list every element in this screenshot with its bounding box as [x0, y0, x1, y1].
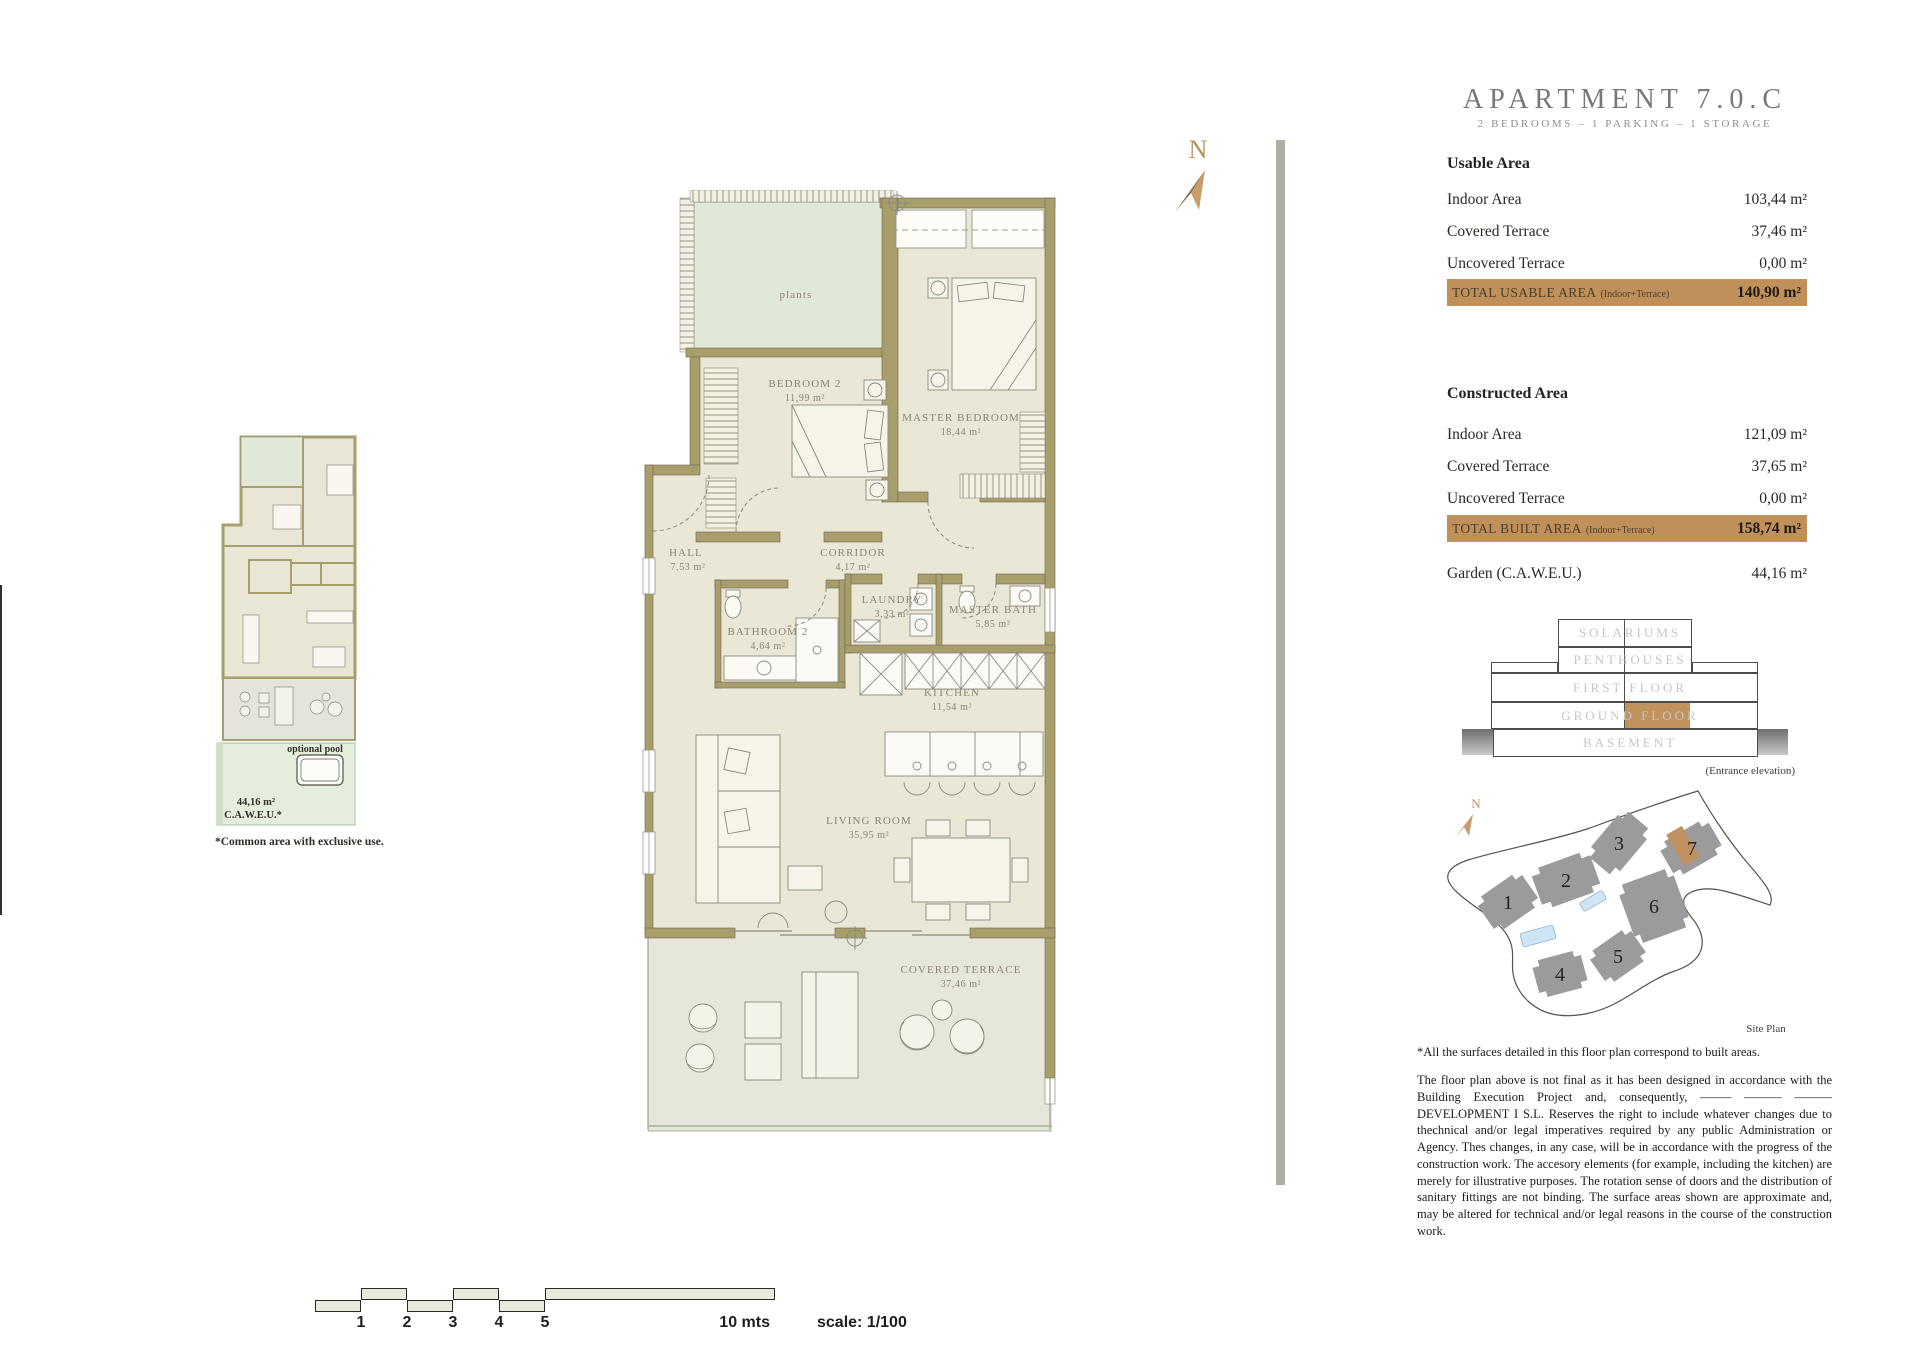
building-number: 7	[1687, 838, 1697, 860]
svg-text:3,33 m²: 3,33 m²	[874, 609, 910, 620]
scale-segment	[453, 1288, 499, 1300]
scale-tick: 4	[494, 1314, 504, 1331]
svg-text:11,99 m²: 11,99 m²	[784, 393, 826, 404]
scale-tick: 1	[356, 1314, 366, 1331]
entrance-elevation-diagram	[1455, 615, 1805, 785]
table-row	[1447, 426, 1807, 444]
mini-pool	[297, 755, 343, 785]
row-value: 0,00 m²	[1759, 490, 1807, 507]
site-plan	[1440, 788, 1835, 1043]
svg-text:4,17 m²: 4,17 m²	[835, 562, 871, 573]
scale-bar	[312, 1286, 952, 1346]
mini-garden-hedge	[217, 743, 223, 825]
table-row	[1447, 490, 1807, 508]
elevation-caption: (Entrance elevation)	[1705, 765, 1795, 777]
north-arrow-light	[1191, 170, 1205, 210]
row-value: 103,44 m²	[1743, 191, 1807, 208]
site-plan-label: Site Plan	[1746, 1023, 1786, 1035]
row-value: 0,00 m²	[1759, 255, 1807, 272]
row-label: Covered Terrace	[1447, 223, 1550, 240]
svg-text:18,44 m²: 18,44 m²	[940, 427, 982, 438]
elevation-label: FIRST FLOOR	[1572, 680, 1688, 695]
common-area-caption: *Common area with exclusive use.	[215, 836, 384, 848]
svg-text:11,54 m²: 11,54 m²	[931, 702, 973, 713]
garden-area-label: 44,16 m²	[236, 797, 276, 808]
scale-segment	[499, 1300, 545, 1312]
surfaces-note: *All the surfaces detailed in this floor plan correspond to built areas.	[1417, 1045, 1760, 1059]
svg-text:5,85 m²: 5,85 m²	[975, 619, 1011, 630]
elevation-label: PENTHOUSES	[1573, 652, 1687, 667]
scale-segment	[407, 1300, 453, 1312]
total-usable-bar	[1447, 279, 1807, 306]
svg-text:4,64 m²: 4,64 m²	[750, 641, 786, 652]
svg-text:7,53 m²: 7,53 m²	[670, 562, 706, 573]
total-label: TOTAL BUILT AREA (Indoor+Terrace)	[1452, 520, 1655, 536]
scale-tick: 2	[402, 1314, 412, 1331]
scale-ratio-label: scale: 1/100	[817, 1314, 907, 1331]
room-label: BEDROOM 2	[768, 378, 842, 390]
building-number: 2	[1561, 870, 1571, 892]
scale-segment	[361, 1288, 407, 1300]
row-value: 37,65 m²	[1751, 458, 1807, 475]
room-label: MASTER BATH	[948, 604, 1038, 616]
row-value: 121,09 m²	[1743, 426, 1807, 443]
page-title: APARTMENT 7.0.C	[1462, 84, 1788, 115]
room-label: COVERED TERRACE	[900, 964, 1022, 976]
scale-length-label: 10 mts	[719, 1314, 770, 1331]
table-row	[1447, 255, 1807, 273]
svg-text:37,46 m²: 37,46 m²	[940, 979, 982, 990]
row-label: Uncovered Terrace	[1447, 255, 1565, 272]
optional-pool-label: optional pool	[287, 744, 343, 755]
room-label: BATHROOM 2	[727, 626, 809, 638]
page-subtitle: 2 BEDROOMS – 1 PARKING – 1 STORAGE	[1477, 118, 1773, 130]
scale-segment	[545, 1288, 775, 1300]
table-row	[1447, 191, 1807, 209]
row-label: Covered Terrace	[1447, 458, 1550, 475]
building-number: 3	[1614, 833, 1624, 855]
plants-label: plants	[779, 289, 813, 301]
row-label: Uncovered Terrace	[1447, 490, 1565, 507]
building-number: 1	[1503, 892, 1513, 914]
elevation-label: GROUND FLOOR	[1561, 708, 1699, 723]
garden-code-label: C.A.W.E.U.*	[224, 810, 282, 821]
garden-row	[1447, 565, 1807, 583]
mini-plants	[241, 437, 303, 487]
table-row	[1447, 223, 1807, 241]
elevation-label: BASEMENT	[1582, 735, 1678, 750]
plants-terrace	[694, 202, 893, 350]
room-label: MASTER BEDROOM	[902, 412, 1020, 424]
building-number: 4	[1555, 964, 1565, 986]
room-label: CORRIDOR	[820, 547, 886, 559]
north-letter: N	[1188, 135, 1208, 164]
row-label: Indoor Area	[1447, 426, 1522, 443]
room-label: LAUNDRY	[861, 594, 923, 606]
legal-disclaimer: The floor plan above is not final as it has been designed in accordance with the Building Execution Project and, consequently, ––––– –––––– –––––– DEVELOPMENT I S.L. Reserves the right to include whatever changes due to thechnical and/or legal imperatives required by any public Administration or Agency. Thes changes, in any case, will be in accordance with the progress of the construction work. The accesory elements (for example, including the kitchen) are merely for illustrative purposes. The rotation sense of doors and the distribution of sanitary fittings are not binding. The surface areas shown are approximate and, may be altered for technical and/or legal reasons in the course of the construction work.	[1417, 1073, 1832, 1238]
table-row	[1447, 458, 1807, 476]
elevation-label: SOLARIUMS	[1578, 625, 1682, 640]
building-number: 5	[1613, 946, 1623, 968]
room-label: KITCHEN	[924, 687, 980, 699]
room-label: LIVING ROOM	[826, 815, 912, 827]
total-value: 140,90 m²	[1736, 283, 1801, 301]
svg-text:35,95 m²: 35,95 m²	[848, 830, 890, 841]
scale-segment	[315, 1300, 361, 1312]
main-floor-plan	[630, 190, 1060, 1145]
row-label: Indoor Area	[1447, 191, 1522, 208]
room-label: HALL	[669, 547, 703, 559]
page-edge-line	[0, 585, 2, 915]
north-arrow	[1165, 122, 1245, 222]
scale-tick: 3	[448, 1314, 458, 1331]
building-number: 6	[1649, 896, 1659, 918]
pergola-hatch-top	[690, 190, 894, 202]
total-value: 158,74 m²	[1736, 519, 1801, 537]
pergola-hatch-left	[680, 198, 694, 352]
site-north-letter: N	[1471, 796, 1481, 811]
constructed-area-heading: Constructed Area	[1447, 385, 1569, 402]
usable-area-heading: Usable Area	[1447, 155, 1530, 172]
total-built-bar	[1447, 515, 1807, 542]
section-divider	[1276, 140, 1285, 1185]
total-label: TOTAL USABLE AREA (Indoor+Terrace)	[1452, 284, 1670, 300]
row-value: 37,46 m²	[1751, 223, 1807, 240]
row-value: 44,16 m²	[1751, 565, 1807, 582]
row-label: Garden (C.A.W.E.U.)	[1447, 565, 1582, 582]
scale-tick: 5	[540, 1314, 550, 1331]
mini-floor-plan	[215, 425, 365, 835]
